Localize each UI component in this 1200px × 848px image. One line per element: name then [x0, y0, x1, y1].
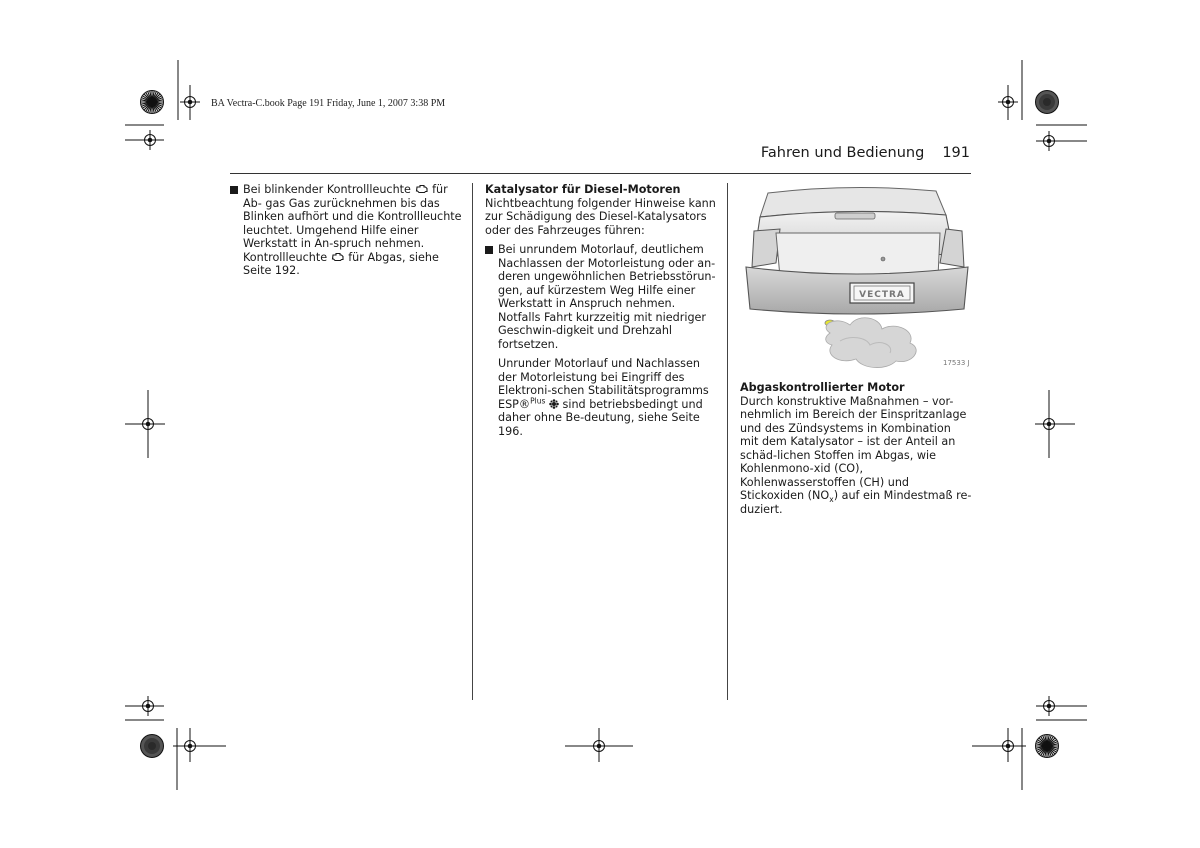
warning-bullet-diesel — [485, 243, 717, 351]
header-rule — [230, 173, 971, 174]
bullet-square — [485, 246, 493, 254]
warning-bullet — [230, 183, 462, 278]
car-exhaust-illustration — [740, 185, 972, 373]
column-divider-2 — [727, 183, 728, 700]
esp-note: Unrunder Motorlauf und Nachlassen der Motorleistung bei Eingriff des Elektroni-schen Stabilitätsprogramms ESP®$^{Plus}$ sind betriebsbedingt und daher ohne Be-deutung, siehe Seite 196. — [498, 357, 709, 438]
esp-icon — [549, 399, 559, 409]
bullet-text: Bei blinkender Kontrollleuchte für Ab- gas Gas zurücknehmen bis das Blinken aufhört und die Kontrollleuchte leuchtet. Umgehend Hilfe einer Werkstatt in An-spruch nehmen. Kontrollleuchte für Abgas, siehe Seite 192. — [243, 183, 462, 277]
engine-warning-icon-2 — [331, 252, 345, 262]
column-divider-1 — [472, 183, 473, 700]
section-intro: Nichtbeachtung folgender Hinweise kann zur Schädigung des Diesel-Katalysators oder des Fahrzeuges führen: — [485, 196, 716, 237]
bullet-square — [230, 186, 238, 194]
column-1 — [230, 183, 462, 278]
figure-number: 17533 J — [943, 359, 970, 367]
section-heading-diesel-catalyst: Katalysator für Diesel-Motoren — [485, 183, 681, 196]
exhaust-controlled-body: Durch konstruktive Maßnahmen – vor-nehmlich im Bereich der Einspritzanlage und des Zündsystems in Kombination mit dem Katalysator – ist der Anteil an schäd-lichen Stoffen im Abgas, wie Kohlenmono-xid (CO), Kohlenwasserstoffen (CH) und Stickoxiden $(NO_x)$ auf ein Mindestmaß re-duziert. — [740, 394, 972, 516]
page-number: 191 — [942, 145, 970, 161]
engine-warning-icon — [415, 184, 429, 194]
section-heading-exhaust-controlled: Abgaskontrollierter Motor — [740, 381, 905, 394]
page-header — [760, 145, 970, 161]
license-plate-text: VECTRA — [859, 290, 905, 300]
column-3 — [740, 381, 972, 516]
bullet-text: Bei unrundem Motorlauf, deutlichem Nachlassen der Motorleistung oder an-deren ungewöhnlichen Betriebsstörun-gen, auf kürzestem Weg Hilfe einer Werkstatt in Anspruch nehmen. Notfalls Fahrt kurzzeitig mit niedriger Geschwin-digkeit und Drehzahl fortsetzen. — [498, 243, 716, 351]
page-title: Fahren und Bedienung — [760, 145, 925, 161]
column-2 — [485, 183, 717, 438]
print-slug: BA Vectra-C.book Page 191 Friday, June 1, 2007 3:38 PM — [211, 98, 446, 109]
